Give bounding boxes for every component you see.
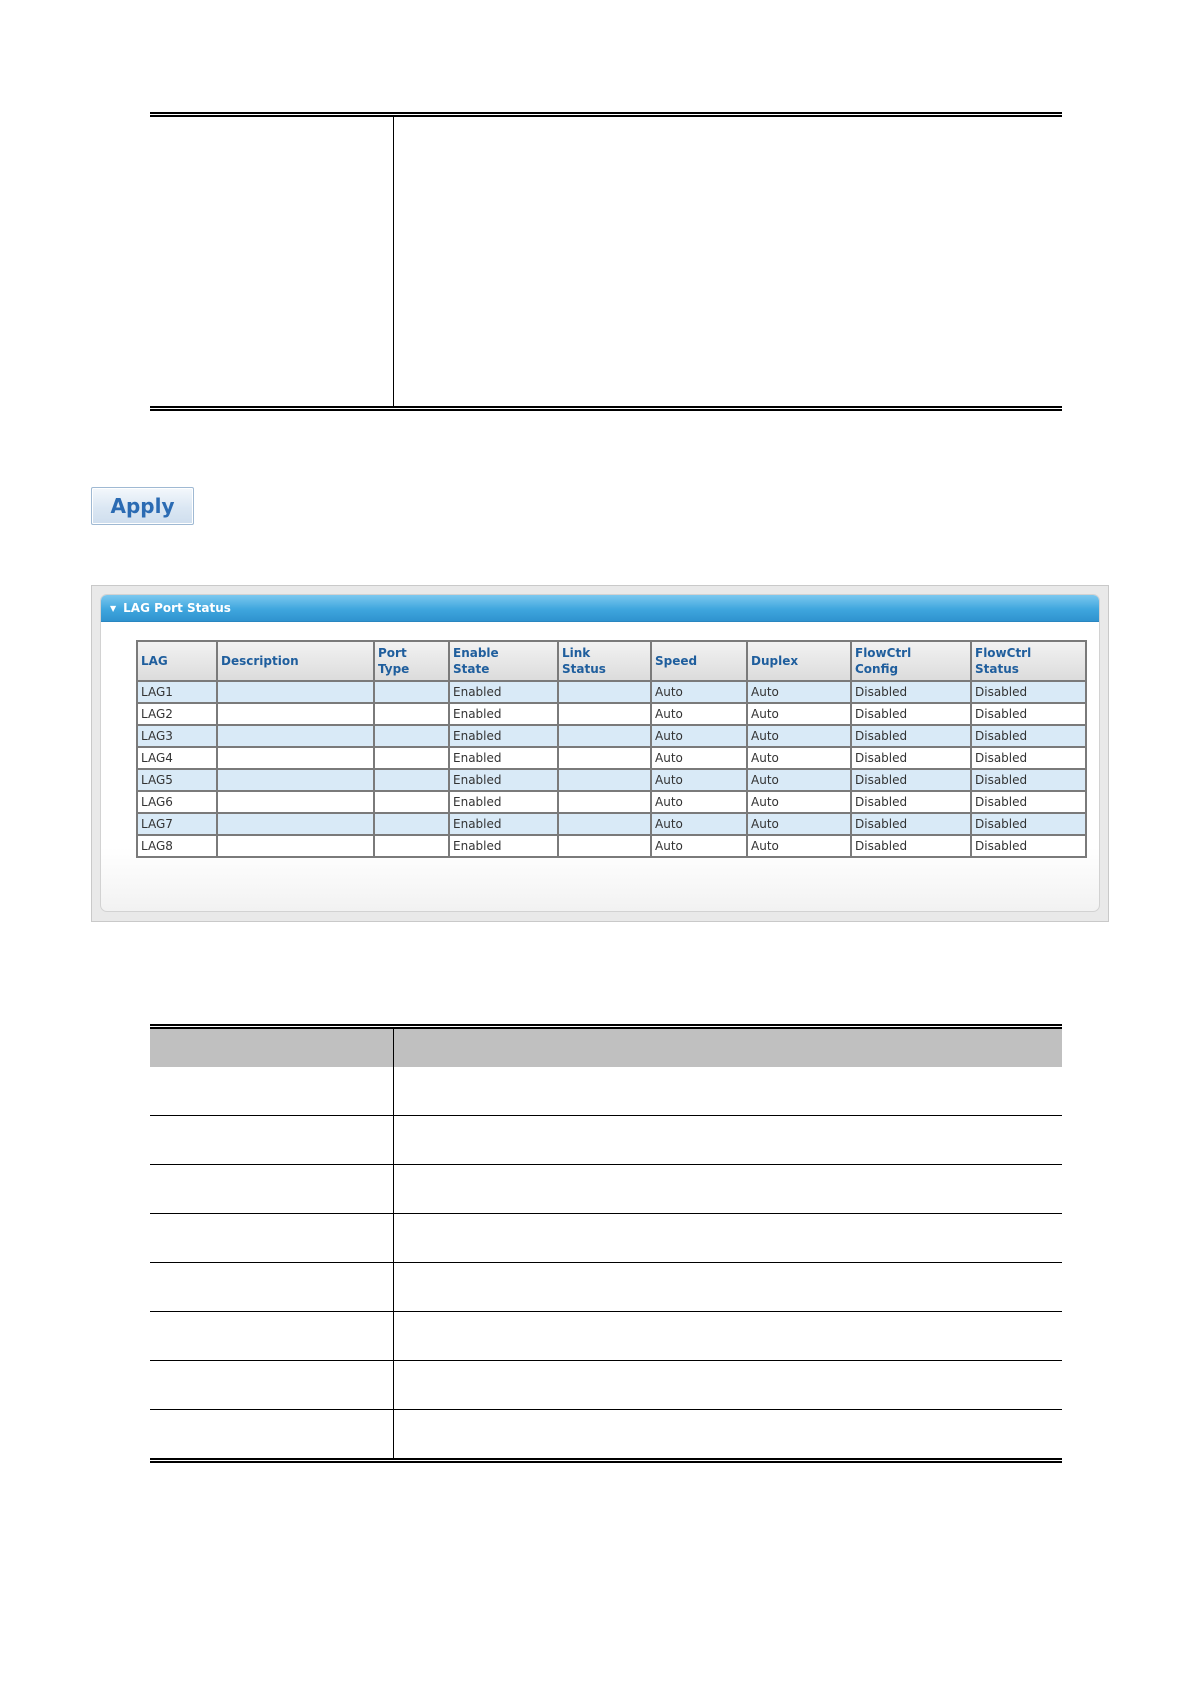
table-cell: Disabled bbox=[971, 681, 1086, 703]
table-row bbox=[137, 791, 1086, 813]
table-cell: LAG3 bbox=[137, 725, 217, 747]
table-cell bbox=[558, 769, 651, 791]
table-header-row bbox=[137, 641, 1086, 681]
column-header-line1: Enable bbox=[453, 646, 499, 660]
column-header bbox=[651, 641, 747, 681]
column-header bbox=[374, 641, 449, 681]
table-header-row bbox=[150, 1029, 1062, 1067]
table-cell: Disabled bbox=[971, 725, 1086, 747]
table-row bbox=[137, 813, 1086, 835]
table-cell: Auto bbox=[651, 835, 747, 857]
table-cell bbox=[374, 681, 449, 703]
table-cell: Disabled bbox=[851, 703, 971, 725]
table-cell bbox=[558, 835, 651, 857]
table-cell: LAG2 bbox=[137, 703, 217, 725]
table-cell: Disabled bbox=[851, 813, 971, 835]
table-row bbox=[150, 1409, 1062, 1458]
table-row bbox=[150, 1311, 1062, 1360]
table-cell: Disabled bbox=[851, 725, 971, 747]
column-header-line2: State bbox=[453, 662, 490, 676]
table-cell bbox=[217, 791, 374, 813]
table-cell: Enabled bbox=[449, 725, 558, 747]
table-row bbox=[137, 725, 1086, 747]
column-header bbox=[558, 641, 651, 681]
table-cell bbox=[558, 703, 651, 725]
table-cell: LAG6 bbox=[137, 791, 217, 813]
lag-status-table bbox=[136, 640, 1087, 858]
table-row bbox=[137, 747, 1086, 769]
column-header bbox=[137, 641, 217, 681]
table-cell: Disabled bbox=[851, 835, 971, 857]
table-cell: Disabled bbox=[971, 835, 1086, 857]
table-cell: Auto bbox=[651, 813, 747, 835]
table-cell: Disabled bbox=[851, 769, 971, 791]
table-cell: Disabled bbox=[851, 791, 971, 813]
column-header bbox=[747, 641, 851, 681]
table-cell: Auto bbox=[651, 769, 747, 791]
table-cell: Auto bbox=[747, 791, 851, 813]
table-row bbox=[150, 1067, 1062, 1115]
table-cell bbox=[558, 813, 651, 835]
table-cell: Disabled bbox=[971, 813, 1086, 835]
table-cell: Enabled bbox=[449, 681, 558, 703]
table-cell bbox=[374, 835, 449, 857]
table-cell bbox=[217, 703, 374, 725]
column-header-line1: Link bbox=[562, 646, 591, 660]
column-header bbox=[851, 641, 971, 681]
table-cell: Enabled bbox=[449, 747, 558, 769]
table-cell: Auto bbox=[747, 813, 851, 835]
table-row bbox=[150, 1262, 1062, 1311]
table-cell bbox=[558, 681, 651, 703]
table-cell: Auto bbox=[651, 703, 747, 725]
parameter-table-top bbox=[150, 112, 1062, 411]
table-cell bbox=[558, 747, 651, 769]
column-header-line1: Duplex bbox=[751, 654, 799, 668]
table-cell: LAG8 bbox=[137, 835, 217, 857]
table-row bbox=[137, 681, 1086, 703]
column-header-line2: Status bbox=[562, 662, 606, 676]
table-cell bbox=[374, 725, 449, 747]
panel-header[interactable] bbox=[101, 595, 1099, 622]
triangle-down-icon[interactable]: ▼ bbox=[110, 603, 117, 613]
column-header-line2: Type bbox=[378, 662, 410, 676]
table-cell bbox=[217, 835, 374, 857]
table-row bbox=[150, 1164, 1062, 1213]
table-cell bbox=[374, 769, 449, 791]
table-cell: Enabled bbox=[449, 813, 558, 835]
table-cell: LAG4 bbox=[137, 747, 217, 769]
header-cell-description bbox=[394, 1029, 1062, 1067]
table-cell: Disabled bbox=[851, 681, 971, 703]
table-cell bbox=[217, 681, 374, 703]
table-cell: Disabled bbox=[971, 791, 1086, 813]
table-cell: Auto bbox=[651, 791, 747, 813]
table-cell: Enabled bbox=[449, 703, 558, 725]
table-cell: Enabled bbox=[449, 791, 558, 813]
table-row bbox=[150, 1360, 1062, 1409]
column-header-line1: Port bbox=[378, 646, 407, 660]
table-row bbox=[137, 703, 1086, 725]
table-cell bbox=[374, 747, 449, 769]
column-header-line1: FlowCtrl bbox=[975, 646, 1032, 660]
table-row bbox=[150, 1115, 1062, 1164]
table-cell: Auto bbox=[747, 725, 851, 747]
lag-port-status-section bbox=[91, 585, 1109, 922]
table-cell bbox=[217, 769, 374, 791]
table-cell bbox=[374, 791, 449, 813]
column-header-line2: Status bbox=[975, 662, 1019, 676]
column-header bbox=[217, 641, 374, 681]
column-header bbox=[971, 641, 1086, 681]
lag-port-status-panel bbox=[100, 594, 1100, 912]
table-row bbox=[150, 1213, 1062, 1262]
table-cell: Auto bbox=[747, 747, 851, 769]
table-cell bbox=[374, 813, 449, 835]
column-header-line1: LAG bbox=[141, 654, 168, 668]
table-cell: LAG7 bbox=[137, 813, 217, 835]
table-cell: LAG5 bbox=[137, 769, 217, 791]
table-cell: Enabled bbox=[449, 769, 558, 791]
panel-title: LAG Port Status bbox=[123, 601, 231, 615]
table-cell: Auto bbox=[747, 835, 851, 857]
column-header-line1: Speed bbox=[655, 654, 698, 668]
column-header-line1: FlowCtrl bbox=[855, 646, 912, 660]
column-header-line2: Config bbox=[855, 662, 899, 676]
table-cell: LAG1 bbox=[137, 681, 217, 703]
table-cell: Auto bbox=[651, 725, 747, 747]
table-cell bbox=[558, 725, 651, 747]
table-cell: Disabled bbox=[971, 703, 1086, 725]
apply-button[interactable]: Apply bbox=[91, 487, 194, 525]
column-divider bbox=[393, 117, 394, 406]
table-cell: Disabled bbox=[971, 747, 1086, 769]
table-cell: Auto bbox=[747, 703, 851, 725]
table-cell: Auto bbox=[651, 681, 747, 703]
column-header-line1: Description bbox=[221, 654, 299, 668]
table-cell: Disabled bbox=[851, 747, 971, 769]
table-row bbox=[137, 835, 1086, 857]
table-cell: Auto bbox=[747, 681, 851, 703]
table-cell bbox=[217, 725, 374, 747]
header-cell-object bbox=[150, 1029, 394, 1067]
object-description-table bbox=[150, 1024, 1062, 1463]
table-cell: Auto bbox=[747, 769, 851, 791]
column-header bbox=[449, 641, 558, 681]
table-row bbox=[137, 769, 1086, 791]
table-cell: Enabled bbox=[449, 835, 558, 857]
table-cell bbox=[558, 791, 651, 813]
table-cell bbox=[374, 703, 449, 725]
table-cell: Auto bbox=[651, 747, 747, 769]
table-cell: Disabled bbox=[971, 769, 1086, 791]
table-cell bbox=[217, 813, 374, 835]
table-cell bbox=[217, 747, 374, 769]
